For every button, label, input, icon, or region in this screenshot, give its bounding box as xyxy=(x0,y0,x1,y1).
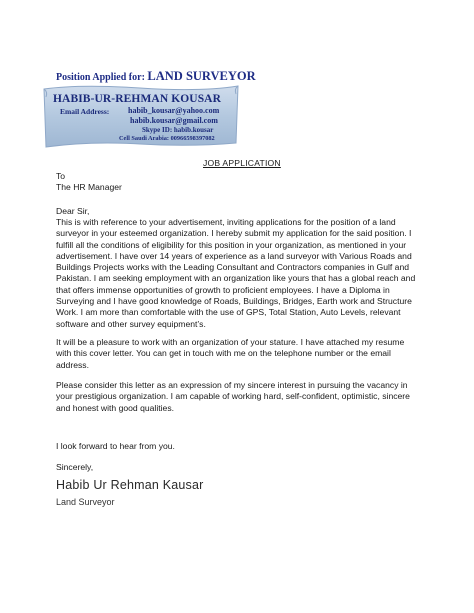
paragraph-line: and honest with good qualities. xyxy=(56,402,175,413)
position-label: Position Applied for: xyxy=(56,72,145,83)
paragraph-1 xyxy=(56,217,428,330)
recipient-line: The HR Manager xyxy=(56,182,122,193)
paragraph-3 xyxy=(56,380,428,414)
signature-title: Land Surveyor xyxy=(56,497,115,507)
paragraph-line: Surveying and I have good knowledge of Roads, Buildings, Bridges, Earth work and Structure xyxy=(56,296,412,307)
paragraph-line: Pakistan. I am seeking employment with an organization like yours that has a global reach and xyxy=(56,273,416,284)
paragraph-line: address. xyxy=(56,359,89,370)
contact-banner xyxy=(40,83,242,149)
cell-number: Cell Saudi Arabia: 00966598397082 xyxy=(119,135,215,142)
paragraph-line: advertisement. I have over 14 years of experience as a land surveyor with Various Roads and xyxy=(56,250,412,261)
skype-id: Skype ID: habib.kousar xyxy=(142,126,214,134)
paragraph-line: This is with reference to your advertisement, inviting applications for the position of a land xyxy=(56,217,396,227)
paragraph-2 xyxy=(56,337,428,371)
email-primary[interactable]: habib_kousar@yahoo.com xyxy=(128,106,220,115)
email-label: Email Address: xyxy=(60,107,110,116)
signature-name: Habib Ur Rehman Kausar xyxy=(56,478,204,492)
email-secondary[interactable]: habib.kousar@gmail.com xyxy=(130,116,218,125)
paragraph-line: surveyor in your esteemed organization. I hereby submit my application for the said position. I xyxy=(56,228,412,239)
paragraph-line: fulfill all the conditions of eligibility for this position in your organization, as mentioned in your xyxy=(56,239,407,250)
sign-off: Sincerely, xyxy=(56,462,94,472)
paragraph-line: Buildings Projects works with the Leading Consultant and Contractors companies in Gulf and xyxy=(56,262,410,273)
applicant-name: HABIB-UR-REHMAN KOUSAR xyxy=(53,93,221,105)
position-applied xyxy=(56,69,256,84)
closing-line: I look forward to hear from you. xyxy=(56,441,175,451)
paragraph-line: software and other survey equipment’s. xyxy=(56,318,206,329)
paragraph-line: that offers immense opportunities of growth to proficient employees. I have a Diploma in xyxy=(56,284,390,295)
paragraph-line: It will be a pleasure to work with an organization of your stature. I have attached my resume xyxy=(56,337,405,347)
paragraph-line: Work. I am more than comfortable with the use of GPS, Total Station, Auto Levels, relevant xyxy=(56,307,401,318)
letter-heading: JOB APPLICATION xyxy=(203,158,281,168)
position-value: LAND SURVEYOR xyxy=(147,69,256,83)
to-line: To xyxy=(56,171,66,181)
paragraph-line: Please consider this letter as an expression of my sincere interest in pursuing the vacancy in xyxy=(56,380,408,390)
paragraph-line: your prestigious organization. I am capable of working hard, self-confident, optimistic, sincere xyxy=(56,391,410,402)
recipient-block xyxy=(56,171,428,194)
paragraph-line: with this cover letter. You can get in touch with me on the telephone number or the email xyxy=(56,348,391,359)
salutation: Dear Sir, xyxy=(56,206,90,216)
